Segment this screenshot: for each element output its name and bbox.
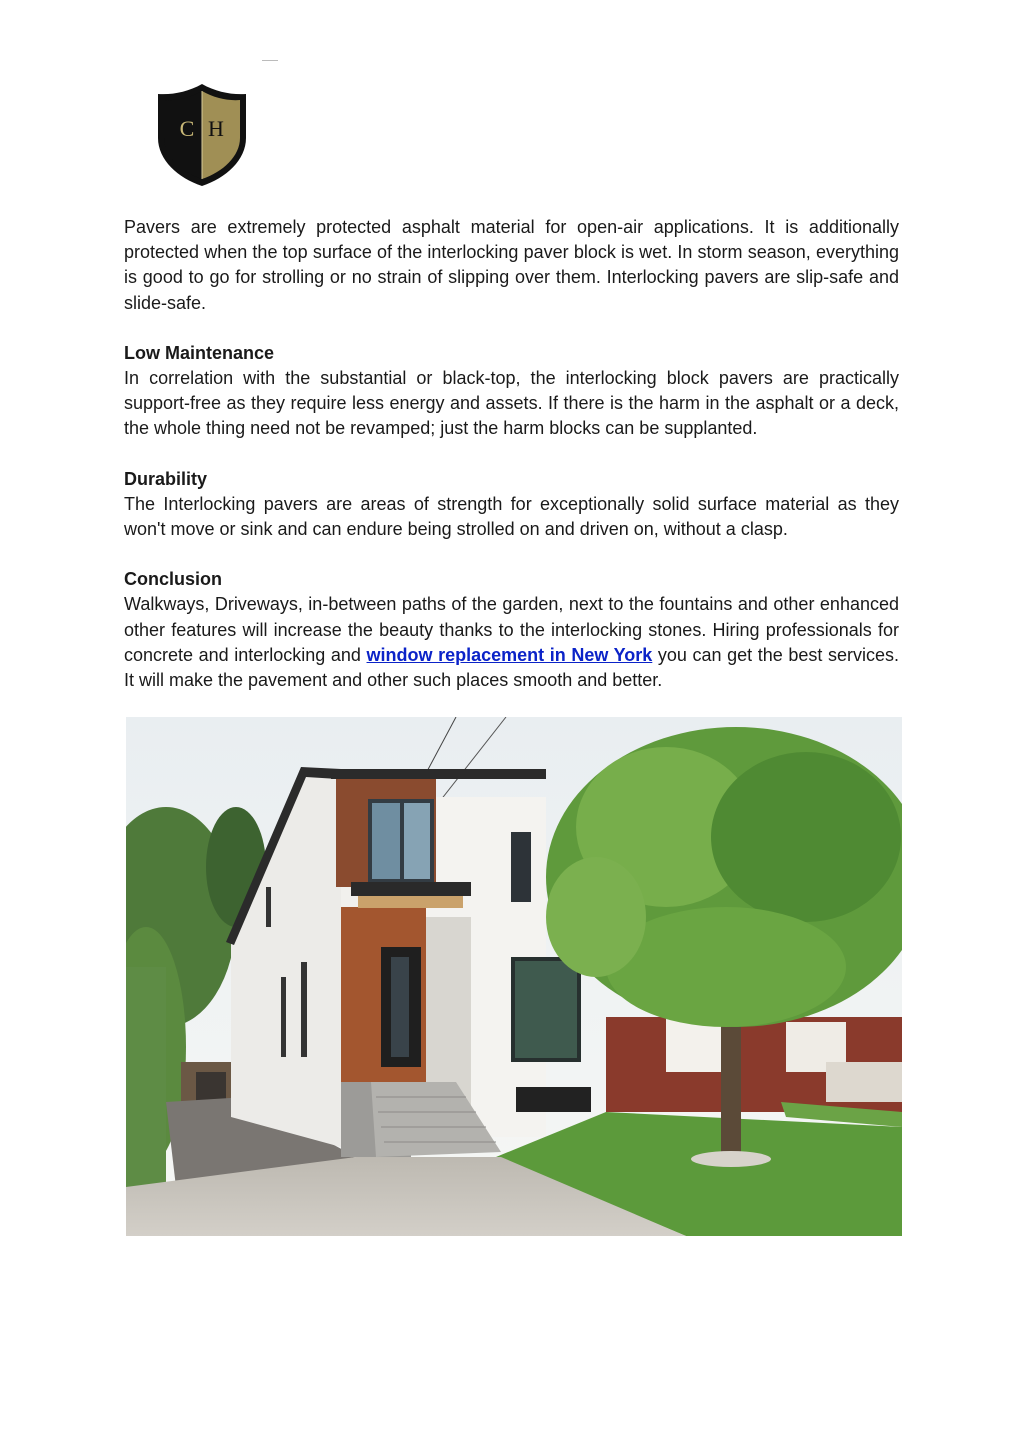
section-heading: Conclusion (124, 569, 222, 590)
article-body (124, 215, 899, 693)
intro-paragraph: Pavers are extremely protected asphalt material for open-air applications. It is additionally protected when the top surface of the interlocking paver block is wet. In storm season, everything is good to go for strolling or no strain of slipping over them. Interlocking pavers are slip-safe and slide-safe. (124, 217, 899, 313)
section-conclusion (124, 567, 899, 693)
section-body: In correlation with the substantial or black-top, the interlocking block pavers are practically support-free as they require less energy and assets. If there is the harm in the asphalt or a deck, the whole thing need not be revamped; just the harm blocks can be supplanted. (124, 368, 899, 439)
logo-letter-c: C (179, 116, 195, 141)
house-photo (126, 717, 902, 1236)
company-logo (156, 82, 248, 188)
section-heading: Durability (124, 468, 208, 489)
section-heading: Low Maintenance (124, 342, 275, 363)
modern-house-image (126, 717, 902, 1236)
conclusion-text-after-link: you can get the best services. It will make the pavement and other such places smooth and better. (124, 644, 900, 691)
section-durability (124, 467, 899, 543)
logo-letter-h: H (208, 116, 224, 141)
section-low-maintenance (124, 341, 899, 442)
conclusion-text-before-link: Walkways, Driveways, in-between paths of the garden, next to the fountains and other enhanced other features will increase the beauty thanks to the interlocking stones. Hiring professionals for concrete and interlocking and (124, 594, 899, 665)
section-body: The Interlocking pavers are areas of strength for exceptionally solid surface material as they won't move or sink and can endure being strolled on and driven on, without a clasp. (124, 493, 899, 540)
window-replacement-link[interactable]: window replacement in New York (366, 644, 653, 665)
top-rule (262, 60, 278, 61)
shield-crest-icon (156, 82, 248, 188)
